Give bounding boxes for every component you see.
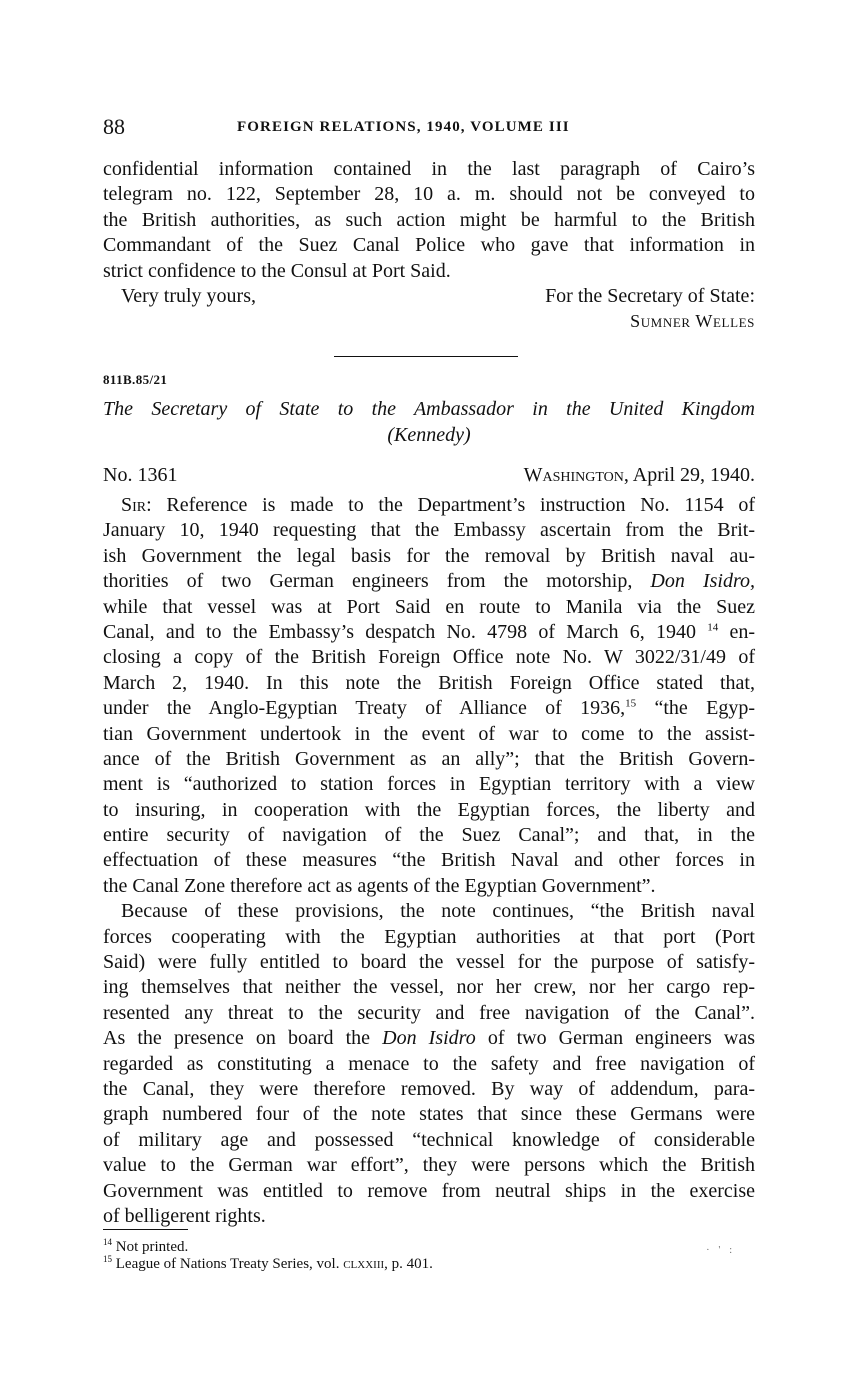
section-divider: [334, 356, 518, 357]
text-span: en-: [729, 620, 756, 643]
text-line: value to the German war effort”, they were persons which the British: [103, 1154, 755, 1177]
file-reference: 811B.85/21: [103, 372, 168, 387]
text-line: effectuation of these measures “the British Naval and other forces in: [103, 849, 755, 872]
text-line: of belligerent rights.: [103, 1204, 266, 1227]
text-line: ish Government the legal basis for the removal by British naval au-: [103, 544, 755, 567]
text-span: Canal, and to the Embassy’s despatch No. 4798 of March 6, 1940: [103, 620, 696, 643]
text-line: Said) were fully entitled to board the vessel for the purpose of satisfy-: [103, 951, 755, 974]
text-span: As the presence on board the: [103, 1027, 371, 1050]
body-text: [103, 493, 755, 1229]
footnote-number: 14: [103, 1237, 112, 1247]
text-line: ing themselves that neither the vessel, nor her crew, nor her cargo rep-: [103, 976, 755, 999]
text-span: “the Egyp-: [654, 697, 756, 720]
ship-name: Don Isidro: [382, 1027, 476, 1050]
closing-row: [103, 284, 755, 309]
salutation: Sir: [121, 494, 147, 516]
text-line: Government was entitled to remove from neutral ships in the exercise: [103, 1179, 755, 1202]
page-number: 88: [103, 114, 125, 139]
for-secretary-line: For the Secretary of State:: [545, 284, 755, 307]
text-line: [103, 620, 755, 645]
footnote: [103, 1239, 743, 1256]
despatch-number: No. 1361: [103, 464, 178, 486]
text-line: while that vessel was at Port Said en route to Manila via the Suez: [103, 595, 755, 618]
volume-number: clxxiii: [343, 1256, 385, 1272]
text-line: [103, 569, 755, 594]
dateline: [103, 462, 755, 488]
footnote-rule: [103, 1229, 188, 1230]
text-line: the British authorities, as such action might be harmful to the British: [103, 208, 755, 231]
text-line: forces cooperating with the Egyptian authorities at that port (Port: [103, 925, 755, 948]
text-line: to insuring, in cooperation with the Egyptian forces, the liberty and: [103, 798, 755, 821]
text-line: Commandant of the Suez Canal Police who gave that information in: [103, 234, 755, 257]
page-header: [103, 114, 755, 140]
footnote: [103, 1256, 743, 1273]
text-line: ment is “authorized to station forces in Egyptian territory with a view: [103, 773, 755, 796]
text-line: of military age and possessed “technical knowledge of considerable: [103, 1128, 755, 1151]
text-span: under the Anglo-Egyptian Treaty of Alliance of 1936,: [103, 697, 626, 720]
signature: Sumner Welles: [630, 311, 755, 332]
footnote-text: Not printed.: [115, 1239, 189, 1255]
text-line: tian Government undertook in the event of war to come to the assist-: [103, 722, 755, 745]
footnotes: [103, 1239, 743, 1273]
footnote-text: League of Nations Treaty Series, vol.: [115, 1256, 344, 1272]
text-span: thorities of two German engineers from the motorship,: [103, 570, 633, 593]
margin-marks: · ' :: [706, 1244, 736, 1256]
footnote-text: , p. 401.: [384, 1256, 433, 1272]
place-date: [524, 462, 755, 488]
text-line: strict confidence to the Consul at Port Said.: [103, 259, 451, 282]
text-line: the Canal, they were therefore removed. By way of addendum, para-: [103, 1077, 755, 1100]
text-line: Because of these provisions, the note continues, “the British naval: [121, 900, 755, 923]
previous-letter: [103, 157, 755, 334]
text-line: [103, 696, 755, 721]
footnote-number: 15: [103, 1254, 112, 1264]
text-line: resented any threat to the security and free navigation of the Canal”.: [103, 1001, 755, 1024]
text-line: closing a copy of the British Foreign Office note No. W 3022/31/49 of: [103, 646, 755, 669]
text-line: telegram no. 122, September 28, 10 a. m. should not be conveyed to: [103, 183, 755, 206]
document-heading: [103, 396, 755, 448]
date: April 29, 1940.: [632, 464, 755, 486]
text-line: confidential information contained in the last paragraph of Cairo’s: [103, 158, 755, 180]
closing: Very truly yours,: [121, 284, 256, 307]
text-line: [103, 1026, 755, 1051]
text-line: ance of the British Government as an ally”; that the British Govern-: [103, 747, 755, 770]
text-line: graph numbered four of the note states that since these Germans were: [103, 1103, 755, 1126]
footnote-ref: 14: [707, 621, 719, 634]
place: Washington,: [523, 464, 629, 486]
running-title: FOREIGN RELATIONS, 1940, VOLUME III: [237, 119, 570, 135]
text-line: entire security of navigation of the Suez Canal”; and that, in the: [103, 824, 755, 847]
ship-name: Don Isidro,: [650, 570, 755, 593]
text-line: January 10, 1940 requesting that the Embassy ascertain from the Brit-: [103, 519, 755, 542]
heading-line: The Secretary of State to the Ambassador in the United Kingdom: [103, 398, 755, 420]
text-line: the Canal Zone therefore act as agents of the Egyptian Government”.: [103, 874, 656, 897]
heading-addressee: (Kennedy): [387, 424, 471, 446]
text-span: : Reference is made to the Department’s instruction No. 1154 of: [146, 494, 755, 516]
text-line: March 2, 1940. In this note the British Foreign Office stated that,: [103, 671, 755, 694]
text-span: of two German engineers was: [487, 1027, 755, 1050]
text-line: [103, 493, 755, 518]
text-line: regarded as constituting a menace to the safety and free navigation of: [103, 1052, 755, 1075]
footnote-ref: 15: [625, 697, 637, 710]
